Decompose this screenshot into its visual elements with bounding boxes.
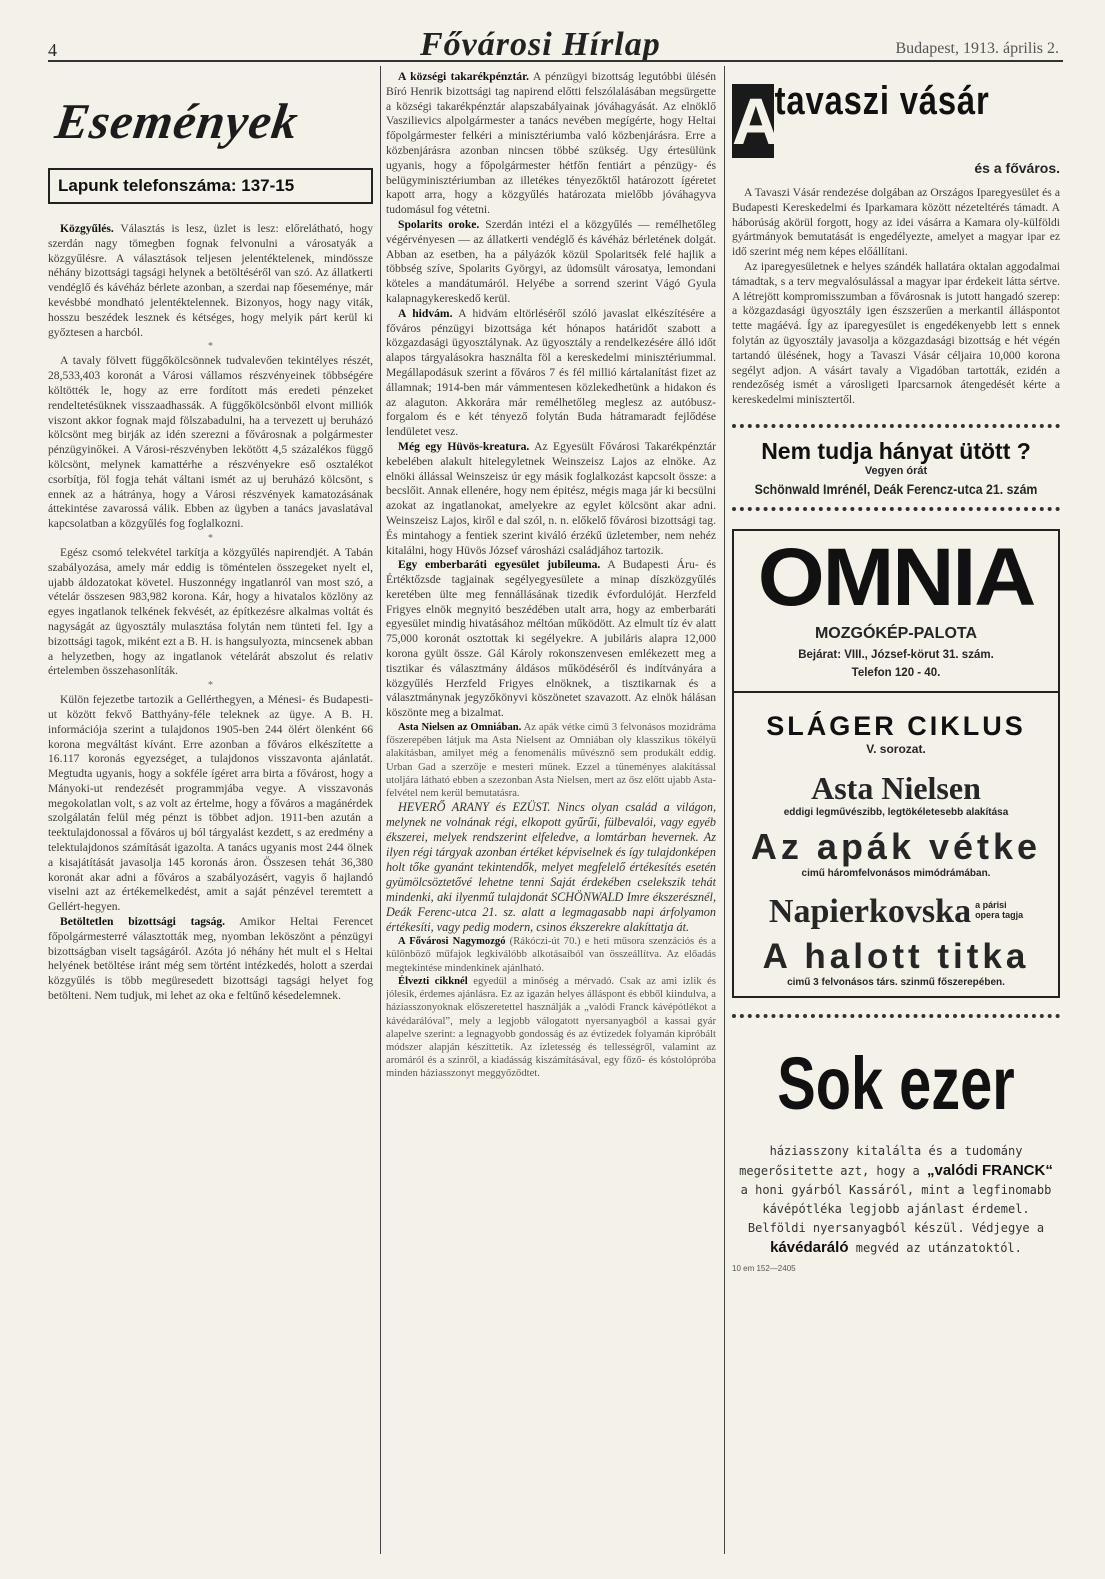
separator: * <box>208 341 213 353</box>
ad-code: 10 em 152—2405 <box>732 1263 796 1273</box>
article-head: A hidvám. <box>398 306 453 320</box>
article-betoltetlen <box>48 915 373 1004</box>
column-1 <box>48 70 373 1550</box>
ad-subtitle: Vegyen órát <box>864 464 928 477</box>
actor-note-line: a párisi <box>975 899 1007 910</box>
article-body: (Rákóczi-út 70.) e heti műsora szenzációs és a különböző műfajok legkiválóbb alkotásaiból van összeállítva. Az előadás megtekintése mindenkinek ajánlható. <box>386 936 716 974</box>
actor-note: eddigi legművészibb, legtökéletesebb alakítása <box>783 806 1009 818</box>
ad-text: megvéd az utánzatoktól. <box>855 1240 1022 1255</box>
article-head: A Fővárosi Nagymozgó <box>398 936 506 948</box>
article-spolarits <box>386 218 716 307</box>
article-head: Asta Nielsen az Omniában. <box>398 722 522 734</box>
page-number: 4 <box>48 40 57 60</box>
article-body: egyedül a minőség a mérvadó. Csak az ami izlik és jólesik, érdemes ajánlásra. Ez az igazán helyes álláspont és ebből kiindulva, a háziasszonyoknak előszeretettel használják a „valódi Franck kávépótlékot a kávédarálóval”, mely a legjobb válogatott nyersanyagból a kassai gyár alapelve szerint: a legnagyobb gondosság és az évtizedek folyamán kipróbált módszer alapján készíttetik. Az ízletesség és tellességről, valamint az aromáról és a szinről, a kiadásság kiszámításával, egy főző- és kóstolópróba minden háziasszonyt meggyőződtet. <box>386 975 716 1080</box>
separator: * <box>208 532 213 544</box>
column-divider <box>380 66 381 1554</box>
dotted-rule <box>732 507 1060 511</box>
omnia-subtitle: MOZGÓKÉP-PALOTA <box>814 624 978 642</box>
article-body: Választás is lesz, üzlet is lesz: előrelátható, hogy szerdán nagy tömegben fognak felvonulni a városatyák a közgyűlésre. A választások teljesen jelentéktelenek, mindössze néhány bizottsági tagsági helynek a betöltéséről van szó. Az állatkerti vendéglő és kávéház bérlete azonban, a szerdai nap főeseménye, már kevésbbé mondható jelentéktelennek. Bizonyos, hogy nagy viták, hosszu beszédek lesznek és kétséges, hogy melyik párt kerül ki győztesen a harcból. <box>48 222 373 339</box>
watch-ad <box>732 438 1060 497</box>
article-body: A pénzügyi bizottság legutóbbi ülésén Bíró Henrik bizottsági tag napirend előtti felszólalásában megsürgette a községi takarékpénztár alapszabályainak jóváhagyását. Az elnöklő Vaszilievics alpolgármester a tanács nevében megígérte, hogy Heltai főpolgármester felkéri a minisztériumba való közbenjárásra. Erre a közbenjárásra azonban nincsen többé szükség. Ugy értesülünk ugyanis, hogy a főpolgármester hétfőn fentiárt a pénzügy- és belügyminisztériumban az illetékes tényezőktől határozott ígéretet kapott arra, hogy a közgyűlés határozata mielőbb jóváhagyva tudomásul fog vétetni. <box>386 70 716 217</box>
article-paragraph: A Tavaszi Vásár rendezése dolgában az Országos Iparegyesület és a Budapesti Kereskedelmi és Iparkamara között nézeteltérés támadt. A háborúság akörül forgott, hogy az idei vásárra a Kamara oly-külföldi gyártmányok bemutatását is engedélyezte, amelyet a magyar ipar ez idő szerint még nem képes előállítani. <box>732 186 1060 259</box>
article-body: Az Egyesült Fővárosi Takarékpénztár kebelében alakult hitelegyletnek Weinszeisz Lajos az elnöke. Az elnöki állással Weinszeisz úr egy másik foglalkozást kapcsolt össze: a becslőit. Annak ellenére, hogy nem épitész, mégis maga jár ki becsülni azokat az ingatlanokat, amelyekre az egylet kölcsönt akar adni. Weinszeisz Lajos, kiről e dal szól, n. n. előkelő fővárosi bizottsági tag. És mintahogy a fentiek szerint kiváló érzékű üzletember, nem nehéz kitalálni, hogy Hüvös József városházi családjához tartozik. <box>386 439 716 557</box>
actor-note <box>975 900 1023 920</box>
article-body: A Budapesti Áru- és Értéktőzsde tagjainak segélyegyesülete a minap díszközgyűlés keretében ülte meg fennállásának tizedik évfordulóját. Herzfeld Frigyes elnök megnyitó beszédében utalt arra, hogy az emberbaráti egyesület mindig hivatásához méltóan működött. Az elmult tíz év alatt 75,000 koronát osztottak ki segélyekre. A jubiláris alapra 12,000 korona gyült össze. Gál Károly rokonszenvesen emlékezett meg a tisztikar és választmány áldásos működéséről és indítványára a közgyűlés Herzfeld Frigyes elnöknek, a tisztikarnak és a választmánynak jegyzőkönyvi köszönetet szavazott. Az elnök hálásan köszönte meg a bizalmat. <box>386 558 716 720</box>
article-head: Betöltetlen bizottsági tagság. <box>60 915 226 929</box>
article-takarekpenztar <box>386 70 716 218</box>
article-body: Az apák vétke cimű 3 felvonásos mozidráma főszerepében látjuk ma Asta Nielsent az Omniában oly klasszikus tökélyű alakításban, amilyet még a fenomenális művésznő sem produkált eddig. Urban Gad a szerzője e mesteri műnek. Ezzel a tüneményes alakítással utoljára látható ebben a szezonban Asta Nielsen, mert az ősz előtt ujabb Asta-felvétel nem kerül bemutatásra. <box>386 722 716 800</box>
omnia-ad <box>732 529 1060 998</box>
article-head: Spolarits oroke. <box>398 217 480 231</box>
film-title: Az apák vétke <box>750 825 1042 867</box>
dateline: Budapest, 1913. április 2. <box>895 40 1059 57</box>
article-head: Még egy Hüvös-kreatura. <box>398 439 530 453</box>
actor-note-line: opera tagja <box>975 909 1024 920</box>
napierkovska-line <box>734 879 1058 931</box>
article-kozgyules <box>48 222 373 340</box>
article-jubileum <box>386 558 716 721</box>
article-huvos <box>386 440 716 558</box>
article-head: A községi takarékpénztár. <box>398 70 530 83</box>
slager-title: SLÁGER CIKLUS <box>766 710 1026 741</box>
phone-box: Lapunk telefonszáma: 137-15 <box>48 168 373 204</box>
separator: * <box>208 680 213 692</box>
drop-letter: A <box>732 84 780 158</box>
section-title: Események <box>52 93 303 149</box>
ad-headline: Sok ezer <box>777 1041 1015 1125</box>
ad-body <box>732 1142 1060 1258</box>
column-divider <box>724 66 725 1554</box>
article-elvezti <box>386 975 716 1081</box>
article-head: Élvezti cikknél <box>398 975 468 987</box>
tavaszi-vasar-article <box>732 80 1060 408</box>
article-nagymozgo <box>386 935 716 975</box>
article-heverő-arany: HEVERŐ ARANY és EZÜST. Nincs olyan család a világon, melynek ne volnának régi, elkopott gyűrűi, fülbevalói, vagy egyéb ékszerei, melyek rendszerint elfeledve, a lomtárban hevernek. Az ilyen régi tárgyak azonban értéket képviselnek és így tulajdonképen holt tőke gyanánt tekintendők, melyet megfelelő értékesítés esetén gyümölcsöztetővé lehetne tenni Saját érdekében cselekszik tehát mindenki, aki ilyenmű tulajdonát SCHÖNWALD Imre ékszerésznél, Deák Ferenc-utca 21. sz. alatt a legmagasabb napi árfolyamon értékesíti, vagy pedig modern, csinos ékszerekre alakíttatja át. <box>386 800 716 935</box>
actor-name: Asta Nielsen <box>811 769 981 806</box>
article-paragraph: A tavaly fölvett függőkölcsönnek tudvalevően tekintélyes részét, 28,533,403 koronát a Városi vállamos részvényeinek többségére költötték le, hogy az erre fordított más eredeti pénzeket rendeltetésüknek visszaadhassák. A függőkölcsönből elvont milliók viszont akkor fognak majd fölszabadulni, ha a tervezett uj beruházó kölcsönt meg birják az idén szerezni a fővárosnak a polgármester pénzügyinőkei. A Városi-részvényben lekötött 4,5 százalékos függő kölcsönt, melynek kamattérhe a részvényekre eső osztalékot csorbítja, föl fogja tehát váltani ismét az uj beruházó kölcsönt, s ennek az a hátránya, hogy a Városi részvények kamatozásának áttekintése zavarossá válik. Ebben az ügyben a tanács javaslatával kapcsolatban a közgyűlés fog foglalkozni. <box>48 354 373 531</box>
article-head: Közgyűlés. <box>60 222 114 235</box>
film-note: cimű háromfelvonásos mimódrámában. <box>801 867 991 879</box>
article-asta <box>386 721 716 800</box>
divider <box>734 691 1058 693</box>
article-head: Egy emberbaráti egyesület jubileuma. <box>398 558 601 572</box>
column-3 <box>732 70 1060 1550</box>
dotted-rule <box>732 1014 1060 1018</box>
ad-title: Nem tudja hányat ütött ? <box>761 437 1031 464</box>
article-body: Amikor Heltai Ferencet főpolgármesterré választották meg, nyomban leköszönt a pénzügyi bizottságban viselt tagságáról. Azóta jó néhány hét mult el s Heltai helyének betöltése iránt még sem történt intézkedés, holott a szerdai közgyűlés is több megüresedett bizottsági tagsági helyet fog betölteni. Nem tudjuk, mi lehet az oka e feltűnő késedelemnek. <box>48 915 373 1003</box>
omnia-address: Bejárat: VIII., József-körut 31. szám. <box>798 648 994 661</box>
franck-ad <box>732 1041 1060 1273</box>
ad-text: a honi gyárból Kassáról, mint a legfinomabb kávépótléka legjobb ajánlast érdemel. Belföldi nyersanyagból készül. Védjegye a <box>740 1182 1052 1235</box>
header-rule <box>48 60 1063 62</box>
brand-trademark: kávédaráló <box>770 1238 849 1256</box>
article-paragraph: Egész csomó telekvétel tarkítja a közgyűlés napirendjét. A Tabán szabályozása, amely már eddig is töméntelen összegeket nyelt el, ujabb áldozatokat követel. Huszonnégy ingatlanról van most szó, a vételár összesen 983,982 korona. Kár, hogy a hivatalos közlöny az egyes ingatlanok telkének fekvését, az építkezésre alkalmas voltát és nagyságát az ügyosztály mulasztása folytán nem tünteti fel. Igy a bizottsági tagok, miként ezt a B. H. is hangsulyozta, mincsenek abban a helyzetben, hogy az ingatlanok vételárát abszolut és relativ értelemben összehasonlíták. <box>48 545 373 678</box>
article-title: tavaszi vásár <box>774 79 990 123</box>
omnia-logo: OMNIA <box>757 531 1035 623</box>
article-hidvam <box>386 307 716 440</box>
article-paragraph: Külön fejezetbe tartozik a Gellérthegyen, a Ménesi- és Budapesti-ut között fekvő Batthyány-féle teleknek az ügye. A B. H. információja szerint a tulajdonos 1905-ben 244 ölért ölenként 66 korona megváltást kívánt. Erre azonban a főváros elkészítette a 16.117 koronás egyezséget, a tulajdonos visszavonta ajánlatát. Megtudta ugyanis, hogy a sokféle ígéret arra birta a fővárost, hogy a Mányoki-ut rendezését programmjába vegye. A visszavonás megokolatlan volt, s az volt az értelme, hogy a főváros a magánérdek szolgálatán felül még pénzt is többet adjon. 1911-ben azután a teektulajdonossal a főváros uj ból tárgyalást kezdett, s az eredmény a telektulajdonos számítását igazolta. A tanács ugyanis most 244 ölnek a kisajátítását javasolja 145 koronás áron. Összesen tehát 36,380 koronát akar adni a főváros a szabályozásért, vagyis ő hajlandó viselni azt az értékemelkedést, amit a saját pénzével teremtett a Gellért-hegyen. <box>48 693 373 914</box>
film-note: cimű 3 felvonásos társ. szinmű főszerepében. <box>787 976 1005 988</box>
dotted-rule <box>732 424 1060 428</box>
article-body: A hidvám eltörléséről szóló javaslat elkészítésére a főváros pénzügyi bizottsága két hónapos határidőt szabott a közgazdasági ügyosztálynak. Az ügyosztály a rendelkezésére álló időt alapos tárgyalásokra használta föl a kereskedelmi minisztériummal. Megállapodásuk szerint a főváros 7 és fél millió kártalanítást fizet az államnak; 1914-ben már vámmentesen közlekedhetünk a hidakon és az alaguton. Akkorára már remélhetőleg meglesz az autóbusz-forgalom és e két tényező folytán Buda hátramaradt fejlődése lendületet vesz. <box>386 306 716 439</box>
masthead: Fővárosi Hírlap <box>420 26 661 63</box>
series-label: V. sorozat. <box>866 741 926 756</box>
brand-name: „valódi FRANCK“ <box>927 1161 1053 1179</box>
ad-text: háziasszony kitalálta és a tudomány megerősitette azt, hogy a <box>739 1143 1023 1178</box>
omnia-phone: Telefon 120 - 40. <box>851 666 941 679</box>
article-paragraph: Az iparegyesületnek e helyes szándék hallatára oktalan aggodalmai támadtak, s a terv megvalósulással a magyar ipar érdekeit látta sértve. A létrejött kompromisszumban a fővárosnak is jutott hangadó szerep: a közgazdasági ügyosztály igen észszerűen a merkantil álláspontot tette magáévá. Így az iparegyesület is engedékenyebb lett s ennek folytán az ügyosztály javasolja a közgazdasági bizottság e hét végén tartandó ülésének, hogy a Tavaszi Vásár céljaira 10,000 korona segélyt adjon. A vásárt tavaly a Vigadóban tartották, ezidén a rendezőség ismét a városligeti Iparcsarnok átengedését kérte a kereskedelmi minisztertől. <box>732 259 1060 407</box>
actor-name: Napierkovska <box>768 892 972 930</box>
article-body: Szerdán intézi el a közgyűlés — remélhetőleg végérvényesen — az állatkerti vendéglő és kávéház bérletének dolgát. Abban az esetben, ha a pályázók közül Spolaritsék felé hajlik a többség szíve, Spolarits Györgyi, az üdomsült városatya, lemondani köteles a mandátumáról. Helyébe a sorrend szerint Vágó Gyula kalapnagykereskedő kerül. <box>386 217 716 305</box>
ad-address: Schönwald Imrénél, Deák Ferencz-utca 21. szám <box>754 480 1038 497</box>
column-2 <box>386 70 716 1550</box>
film-title: A halott titka <box>762 936 1030 976</box>
article-subtitle: és a főváros. <box>974 160 1060 176</box>
